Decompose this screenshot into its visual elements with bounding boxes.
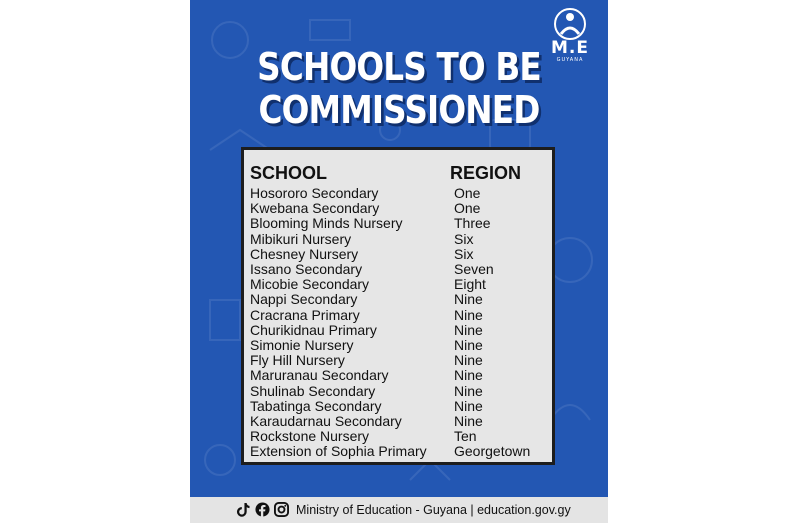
school-name: Tabatinga Secondary [250, 397, 382, 414]
table-row [244, 247, 552, 262]
school-name: Issano Secondary [250, 261, 363, 277]
logo-subtext: GUYANA [556, 57, 584, 63]
region-name: Nine [454, 382, 483, 399]
school-name: Nappi Secondary [250, 291, 358, 308]
region-name: Six [454, 230, 474, 247]
region-name: Nine [454, 337, 483, 353]
table-row [244, 353, 552, 368]
school-name: Shulinab Secondary [250, 382, 376, 399]
table-row [244, 277, 552, 292]
table-row [244, 308, 552, 323]
table-row [244, 384, 552, 399]
tiktok-icon[interactable] [236, 502, 251, 517]
table-row [244, 232, 552, 247]
school-name: Micobie Secondary [250, 276, 370, 293]
school-name: Mibikuri Nursery [250, 230, 352, 247]
school-name: Blooming Minds Nursery [250, 215, 403, 232]
region-column-header: REGION [450, 163, 522, 183]
school-name: Fly Hill Nursery [250, 352, 345, 369]
school-name: Kwebana Secondary [250, 200, 380, 217]
table-row [244, 186, 552, 201]
table-row [244, 262, 552, 277]
region-name: Nine [454, 306, 483, 323]
table-row [244, 444, 552, 459]
table-row [244, 399, 552, 414]
region-name: Seven [454, 261, 494, 277]
title-line-2: COMMISSIONED [258, 88, 540, 132]
school-name: Extension of Sophia Primary [250, 443, 427, 460]
moe-emblem-icon [552, 6, 588, 42]
school-name: Rockstone Nursery [250, 428, 370, 445]
school-name: Chesney Nursery [250, 245, 359, 262]
region-name: Six [454, 245, 474, 262]
school-name: Churikidnau Primary [250, 321, 377, 338]
region-name: Nine [454, 321, 483, 338]
table-row [244, 429, 552, 444]
table-row [244, 338, 552, 353]
title-line-1: SCHOOLS TO BE [257, 45, 541, 89]
footer-text: Ministry of Education - Guyana | education.gov.gy [296, 503, 571, 517]
region-name: One [454, 200, 481, 217]
school-name: Cracrana Primary [250, 306, 360, 323]
region-name: Nine [454, 397, 483, 414]
instagram-icon[interactable] [274, 502, 289, 517]
region-name: One [454, 185, 481, 201]
table-row [244, 414, 552, 429]
region-name: Nine [454, 291, 483, 308]
table-row [244, 323, 552, 338]
schools-table [241, 147, 555, 465]
region-name: Nine [454, 367, 483, 384]
region-name: Georgetown [454, 443, 531, 460]
footer-bar [190, 497, 608, 523]
logo-text: M.E [551, 38, 589, 58]
region-name: Three [454, 215, 491, 232]
school-name: Simonie Nursery [250, 337, 354, 353]
table-row [244, 368, 552, 383]
region-name: Eight [454, 276, 486, 293]
school-column-header: SCHOOL [250, 163, 328, 183]
region-name: Nine [454, 352, 483, 369]
school-name: Maruranau Secondary [250, 367, 389, 384]
table-row [244, 216, 552, 231]
table-row [244, 292, 552, 307]
region-name: Nine [454, 413, 483, 429]
school-name: Karaudarnau Secondary [250, 413, 402, 429]
page-title [219, 46, 578, 132]
school-name: Hosororo Secondary [250, 185, 379, 201]
facebook-icon[interactable] [255, 502, 270, 517]
table-row [244, 201, 552, 216]
region-name: Ten [454, 428, 477, 445]
